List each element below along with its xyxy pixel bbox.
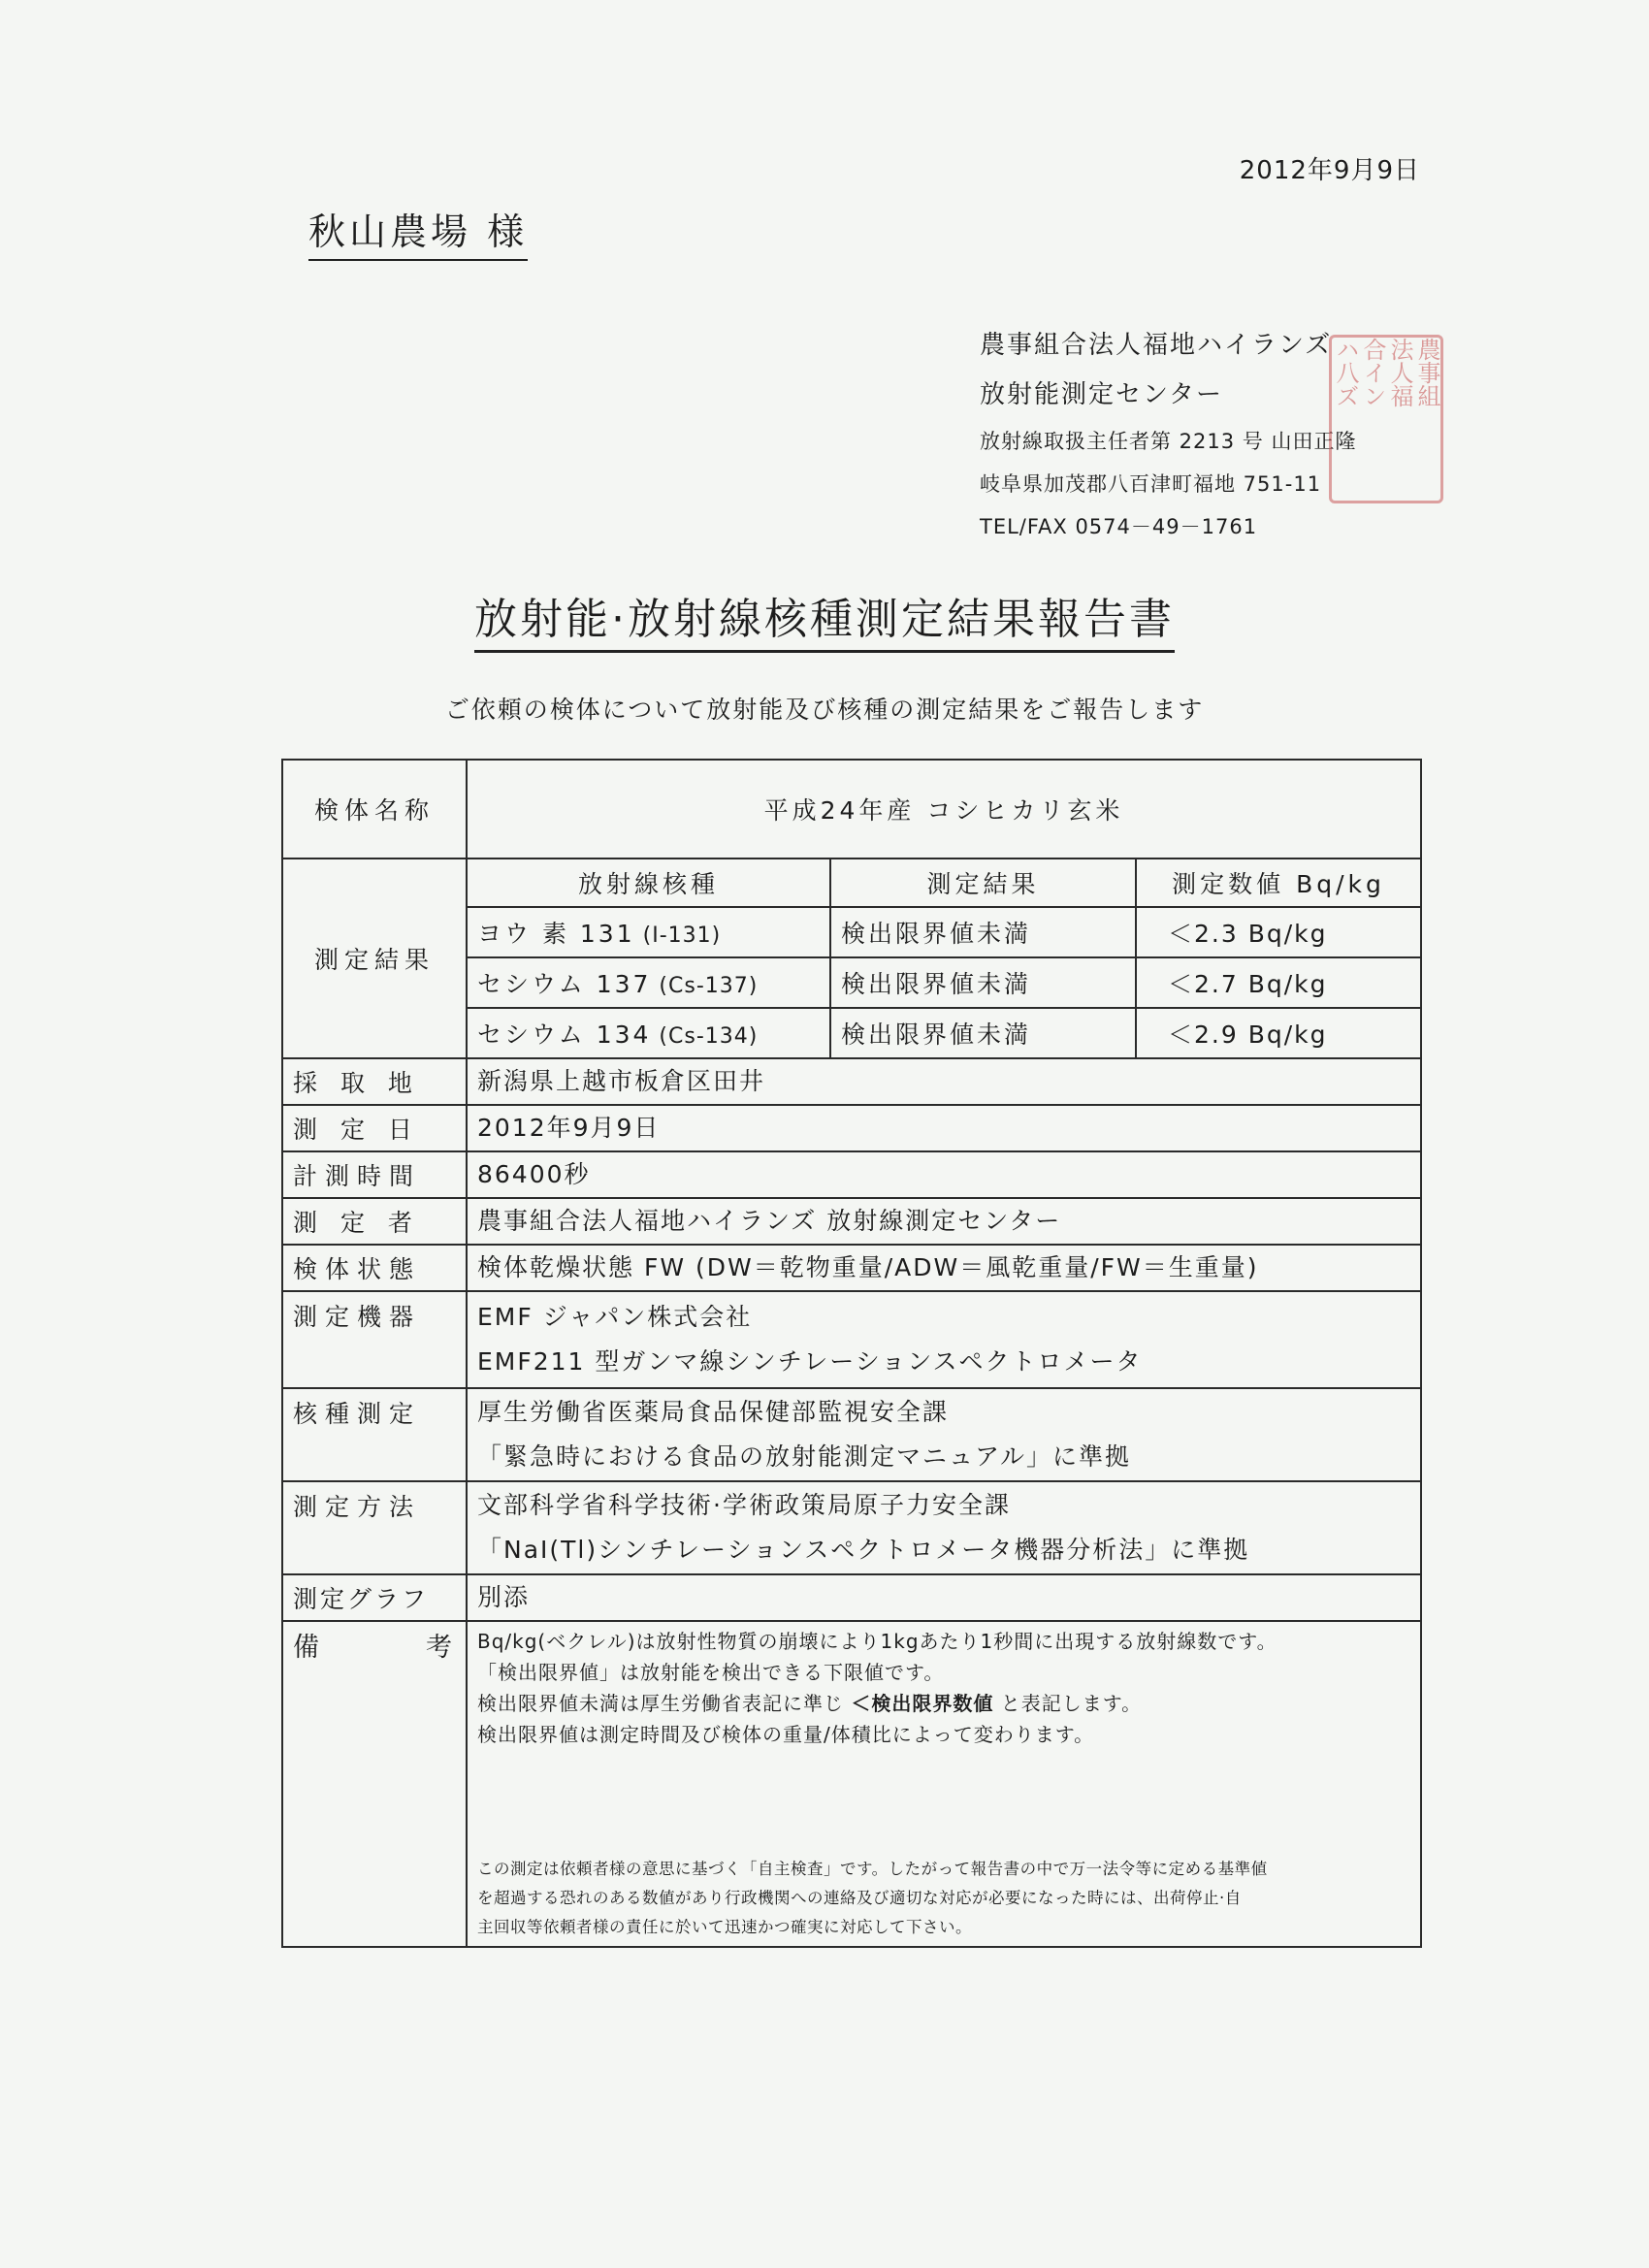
table-row	[282, 1151, 1421, 1198]
operator-label: 測 定 者	[282, 1198, 467, 1245]
remarks-label-a: 備	[293, 1633, 319, 1663]
nuclide-method-line1: 厚生労働省医薬局食品保健部監視安全課	[477, 1398, 950, 1426]
seal-col: 農事組	[1413, 338, 1440, 407]
disclaimer-note	[477, 1855, 1410, 1942]
state-label: 検体状態	[282, 1245, 467, 1291]
header-value: 測定数値 Bq/kg	[1136, 859, 1421, 907]
nuclide-name: ヨウ 素 131	[477, 920, 635, 948]
document-title-wrap	[0, 584, 1649, 646]
result-cell: 検出限界値未満	[830, 907, 1136, 957]
org-name: 農事組合法人福地ハイランズ	[980, 331, 1333, 360]
remarks-text: と表記します。	[993, 1692, 1143, 1715]
remarks-line: 「検出限界値」は放射能を検出できる下限値です。	[477, 1661, 945, 1684]
duration-label: 計測時間	[282, 1151, 467, 1198]
value-cell: ＜2.9 Bq/kg	[1136, 1008, 1421, 1058]
nuclide-code: (Cs-137)	[659, 974, 759, 998]
remarks-emphasis: ＜検出限界数値	[851, 1692, 994, 1715]
header-nuclide: 放射線核種	[467, 859, 830, 907]
value-cell: ＜2.3 Bq/kg	[1136, 907, 1421, 957]
nuclide-cell	[467, 1008, 830, 1058]
result-cell: 検出限界値未満	[830, 1008, 1136, 1058]
operator-value: 農事組合法人福地ハイランズ 放射線測定センター	[467, 1198, 1421, 1245]
results-label: 測定結果	[282, 859, 467, 1058]
table-row	[282, 1245, 1421, 1291]
device-value	[467, 1291, 1421, 1388]
device-model: EMF211 型ガンマ線シンチレーションスペクトロメータ	[477, 1347, 1143, 1376]
nuclide-cell	[467, 907, 830, 957]
graph-label: 測定グラフ	[282, 1574, 467, 1621]
graph-value: 別添	[467, 1574, 1421, 1621]
device-label: 測定機器	[282, 1291, 467, 1388]
measure-date-label: 測 定 日	[282, 1105, 467, 1151]
table-row	[282, 1291, 1421, 1388]
table-row	[282, 1574, 1421, 1621]
nuclide-code: (Cs-134)	[659, 1024, 759, 1049]
report-table	[281, 759, 1422, 1948]
table-row	[282, 1058, 1421, 1105]
note-line: この測定は依頼者様の意思に基づく「自主検査」です。したがって報告書の中で万一法令等に定める基準値	[477, 1860, 1268, 1878]
org-address: 岐阜県加茂郡八百津町福地 751-11	[980, 472, 1322, 496]
red-seal-stamp	[1329, 335, 1443, 503]
nuclide-code: (I-131)	[642, 923, 722, 948]
method-line1: 文部科学省科学技術·学術政策局原子力安全課	[477, 1491, 1011, 1519]
table-row	[282, 1481, 1421, 1574]
note-line: 主回収等依頼者様の責任に於いて迅速かつ確実に対応して下さい。	[477, 1918, 972, 1936]
document-subtitle: ご依頼の検体について放射能及び核種の測定結果をご報告します	[444, 696, 1205, 724]
nuclide-name: セシウム 137	[477, 970, 652, 998]
remarks-label-b: 考	[426, 1633, 452, 1663]
nuclide-method-line2: 「緊急時における食品の放射能測定マニュアル」に準拠	[477, 1442, 1132, 1471]
nuclide-method-label: 核種測定	[282, 1388, 467, 1481]
seal-col: 法人福	[1386, 338, 1413, 407]
addressee: 秋山農場 様	[308, 202, 528, 261]
remarks-line: 検出限界値は測定時間及び検体の重量/体積比によって変わります。	[477, 1723, 1095, 1746]
note-line: を超過する恐れのある数値があり行政機関への連絡及び適切な対応が必要になった時には、出荷停止·自	[477, 1889, 1242, 1907]
issue-date: 2012年9月9日	[1239, 156, 1420, 185]
table-row	[282, 1621, 1421, 1947]
result-cell: 検出限界値未満	[830, 957, 1136, 1008]
table-row	[282, 760, 1421, 859]
seal-col: 合イン	[1359, 338, 1386, 407]
remarks-line	[477, 1688, 1410, 1719]
measure-date-value: 2012年9月9日	[467, 1105, 1421, 1151]
remarks-line: Bq/kg(ベクレル)は放射性物質の崩壊により1kgあたり1秒間に出現する放射線数です。	[477, 1630, 1277, 1653]
nuclide-name: セシウム 134	[477, 1021, 652, 1049]
sample-label: 検体名称	[282, 760, 467, 859]
seal-col: ハ八ズ	[1332, 338, 1359, 407]
table-row	[282, 859, 1421, 907]
header-result: 測定結果	[830, 859, 1136, 907]
nuclide-cell	[467, 957, 830, 1008]
remarks-value	[467, 1621, 1421, 1947]
state-value: 検体乾燥状態 FW (DW＝乾物重量/ADW＝風乾重量/FW＝生重量)	[467, 1245, 1421, 1291]
org-phone: TEL/FAX 0574－49－1761	[980, 515, 1258, 538]
method-label: 測定方法	[282, 1481, 467, 1574]
method-value	[467, 1481, 1421, 1574]
table-row	[282, 1105, 1421, 1151]
location-value: 新潟県上越市板倉区田井	[467, 1058, 1421, 1105]
document-title: 放射能·放射線核種測定結果報告書	[474, 595, 1175, 653]
table-row	[282, 1198, 1421, 1245]
org-officer: 放射線取扱主任者第 2213 号 山田正隆	[980, 430, 1357, 453]
value-cell: ＜2.7 Bq/kg	[1136, 957, 1421, 1008]
remarks-text: 検出限界値未満は厚生労働省表記に準じ	[477, 1692, 852, 1715]
nuclide-method-value	[467, 1388, 1421, 1481]
duration-value: 86400秒	[467, 1151, 1421, 1198]
device-maker: EMF ジャパン株式会社	[477, 1303, 753, 1331]
remarks-label	[282, 1621, 467, 1947]
organization-block	[980, 325, 1359, 540]
sample-value: 平成24年産 コシヒカリ玄米	[467, 760, 1421, 859]
location-label: 採 取 地	[282, 1058, 467, 1105]
method-line2: 「NaI(Tl)シンチレーションスペクトロメータ機器分析法」に準拠	[477, 1536, 1250, 1564]
table-row	[282, 1388, 1421, 1481]
org-center: 放射能測定センター	[980, 380, 1223, 409]
